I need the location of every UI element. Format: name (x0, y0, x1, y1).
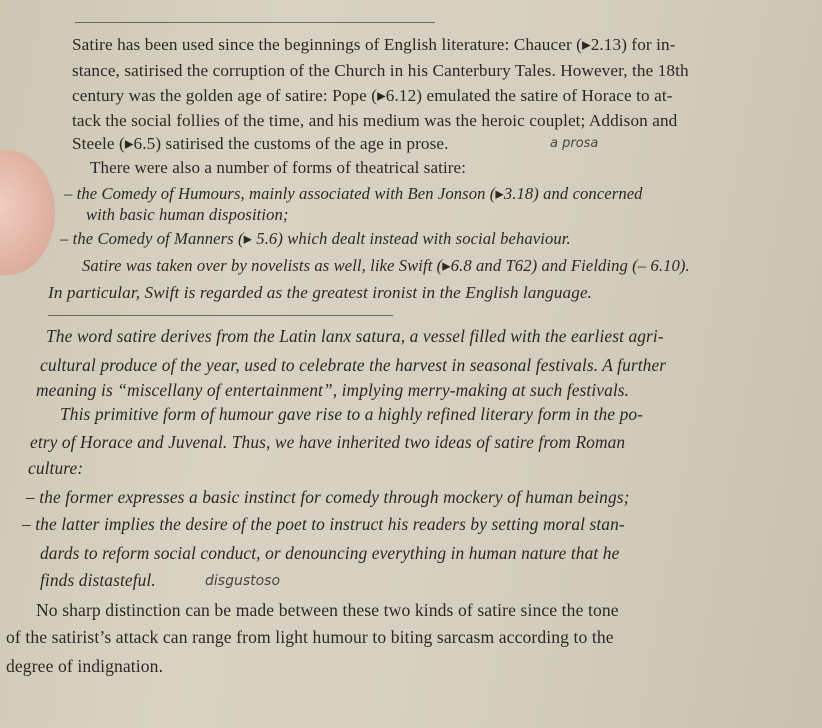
text-line: – the Comedy of Humours, mainly associated with Ben Jonson (▸3.18) and concerned (64, 184, 643, 203)
text-line: stance, satirised the corruption of the Church in his Canterbury Tales. However, the 18th (72, 61, 689, 80)
text-line: – the former expresses a basic instinct for comedy through mockery of human beings; (26, 487, 630, 507)
top-rule (75, 22, 435, 23)
handwritten-note-distasteful: disgustoso (205, 573, 281, 589)
text-line: century was the golden age of satire: Pope (▸6.12) emulated the satire of Horace to at- (72, 86, 673, 105)
text-line: This primitive form of humour gave rise to a highly refined literary form in the po- (60, 404, 644, 424)
text-line: tack the social follies of the time, and his medium was the heroic couplet; Addison and (72, 111, 678, 130)
text-line: meaning is “miscellany of entertainment”, implying merry-making at such festivals. (36, 380, 630, 400)
text-line: degree of indignation. (6, 656, 164, 676)
text-line: There were also a number of forms of theatrical satire: (90, 158, 467, 177)
text-line: finds distasteful. (40, 570, 156, 590)
handwritten-note-prose: a prosa (550, 136, 599, 151)
section-rule (48, 315, 393, 316)
text-line: cultural produce of the year, used to celebrate the harvest in seasonal festivals. A further (40, 355, 667, 375)
text-line: Satire was taken over by novelists as well, like Swift (▸6.8 and T62) and Fielding (– 6.10). (82, 256, 690, 275)
text-line: of the satirist’s attack can range from light humour to biting sarcasm according to the (6, 627, 614, 647)
text-line: – the latter implies the desire of the poet to instruct his readers by setting moral stan- (22, 514, 625, 534)
thumb-in-photo (0, 150, 55, 275)
text-line: Satire has been used since the beginnings of English literature: Chaucer (▸2.13) for in- (72, 35, 676, 54)
text-line: etry of Horace and Juvenal. Thus, we have inherited two ideas of satire from Roman (30, 432, 626, 452)
text-line: dards to reform social conduct, or denouncing everything in human nature that he (40, 543, 620, 563)
text-line: In particular, Swift is regarded as the greatest ironist in the English language. (48, 283, 593, 302)
text-line: with basic human disposition; (86, 205, 289, 224)
text-line: The word satire derives from the Latin lanx satura, a vessel filled with the earliest agri- (46, 326, 664, 346)
text-line: Steele (▸6.5) satirised the customs of the age in prose. (72, 134, 449, 153)
text-line: culture: (28, 458, 84, 478)
text-line: – the Comedy of Manners (▸ 5.6) which dealt instead with social behaviour. (60, 229, 571, 248)
text-line: No sharp distinction can be made between these two kinds of satire since the tone (36, 600, 619, 620)
